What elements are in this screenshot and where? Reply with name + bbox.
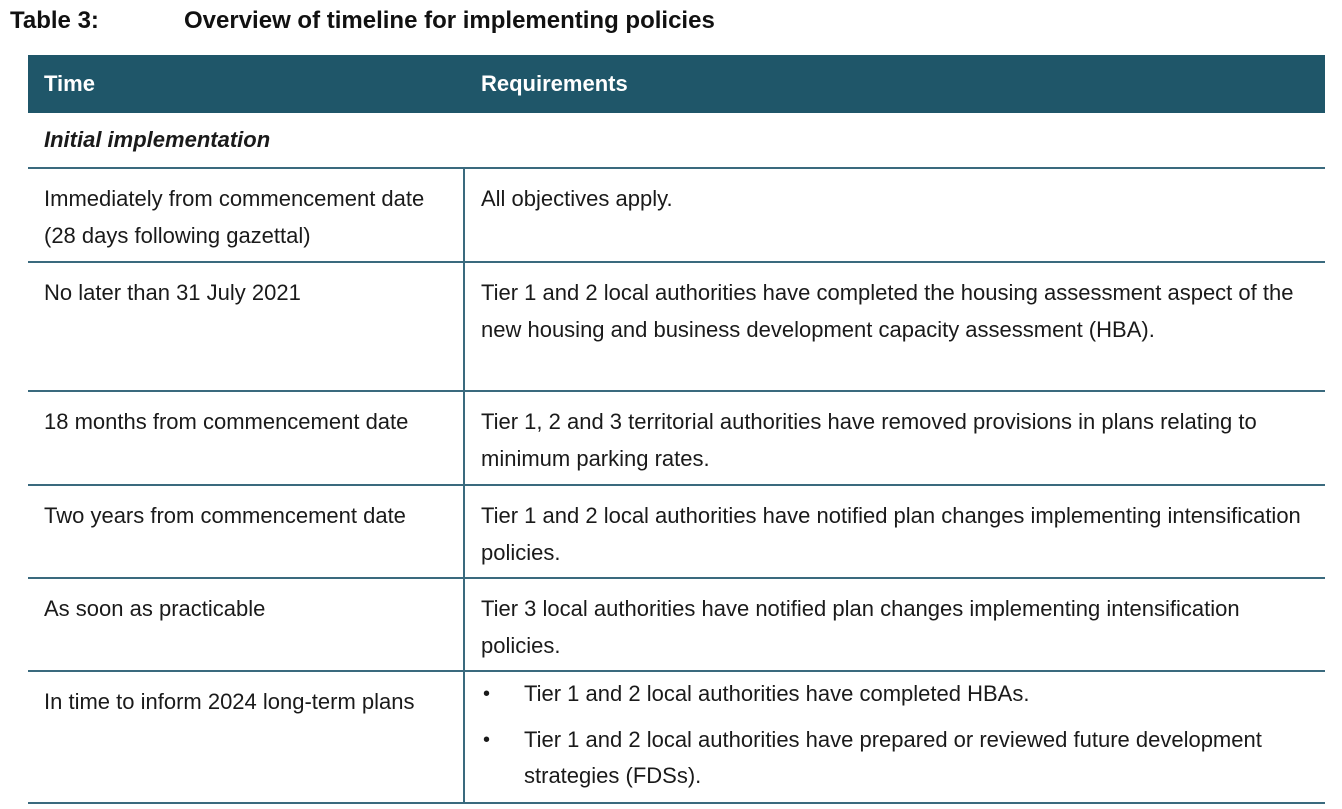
- table-header-row: [28, 55, 1325, 113]
- table-row: [28, 263, 1325, 392]
- time-cell: In time to inform 2024 long-term plans: [28, 672, 465, 802]
- table-row: [28, 169, 1325, 263]
- bullet-icon: •: [483, 728, 491, 751]
- requirement-cell: Tier 1 and 2 local authorities have completed the housing assessment aspect of the new housing and business development capacity assessment (HBA).: [481, 280, 1294, 342]
- list-item: [481, 722, 1309, 795]
- bullet-text: Tier 1 and 2 local authorities have prepared or reviewed future development strategies (FDSs).: [524, 726, 1262, 788]
- header-time: Time: [44, 70, 95, 96]
- time-cell: No later than 31 July 2021: [28, 263, 465, 390]
- table-row: [28, 579, 1325, 672]
- time-cell: Two years from commencement date: [28, 486, 465, 577]
- table-title: Overview of timeline for implementing policies: [184, 7, 715, 34]
- header-requirements: Requirements: [481, 70, 628, 96]
- requirement-cell: Tier 3 local authorities have notified plan changes implementing intensification policies.: [481, 596, 1240, 658]
- requirement-cell: Tier 1 and 2 local authorities have notified plan changes implementing intensification policies.: [481, 503, 1301, 565]
- time-cell: Immediately from commencement date (28 days following gazettal): [28, 169, 465, 261]
- time-cell: 18 months from commencement date: [28, 392, 465, 484]
- table-row: [28, 672, 1325, 804]
- table-row: [28, 486, 1325, 579]
- timeline-table: [28, 55, 1325, 804]
- bullet-icon: •: [483, 683, 491, 705]
- time-cell: As soon as practicable: [28, 579, 465, 670]
- list-item: [481, 676, 1309, 713]
- section-heading: Initial implementation: [28, 113, 1325, 169]
- table-caption: [10, 4, 715, 38]
- bullet-text: Tier 1 and 2 local authorities have completed HBAs.: [524, 681, 1030, 706]
- requirement-bullet-list: [481, 676, 1309, 795]
- requirement-cell: [465, 672, 1325, 802]
- table-row: [28, 392, 1325, 486]
- requirement-cell: All objectives apply.: [481, 186, 673, 211]
- table-number: Table 3:: [10, 7, 99, 34]
- requirement-cell: Tier 1, 2 and 3 territorial authorities have removed provisions in plans relating to minimum parking rates.: [481, 409, 1257, 471]
